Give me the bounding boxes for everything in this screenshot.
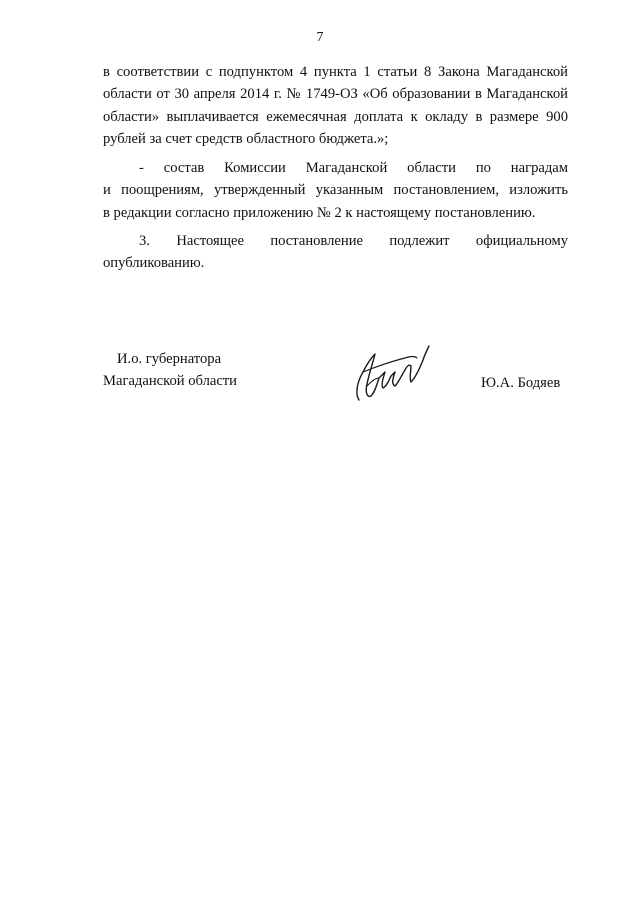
text-line: области от 30 апреля 2014 г. № 1749-ОЗ «Об образовании в Магаданской: [103, 86, 568, 103]
text-line: рублей за счет средств областного бюджета.»;: [103, 130, 389, 147]
text-line: в редакции согласно приложению № 2 к настоящему постановлению.: [103, 204, 536, 221]
text-line: области» выплачивается ежемесячная доплата к окладу в размере 900: [103, 108, 568, 125]
signatory-title-line2: Магаданской области: [103, 373, 237, 389]
paragraph-commission: [103, 157, 568, 224]
text-line: опубликованию.: [103, 255, 205, 272]
text-line: 3. Настоящее постановление подлежит официальному: [139, 233, 568, 250]
signatory-name: Ю.А. Бодяев: [481, 375, 561, 391]
signatory-title-line1: И.о. губернатора: [117, 351, 222, 367]
text-line: в соответствии с подпунктом 4 пункта 1 статьи 8 Закона Магаданской: [103, 64, 568, 80]
paragraph-continuation: [103, 61, 568, 150]
signature-block: [0, 348, 640, 418]
page-number: 7: [316, 30, 324, 45]
document-body: [103, 61, 568, 275]
signatory-title: [103, 348, 237, 392]
text-line: и поощрениям, утвержденный указанным постановлением, изложить: [103, 182, 568, 199]
paragraph-item-3: [103, 230, 568, 275]
text-line: - состав Комиссии Магаданской области по наградам: [139, 160, 568, 177]
handwritten-signature: [345, 342, 435, 406]
